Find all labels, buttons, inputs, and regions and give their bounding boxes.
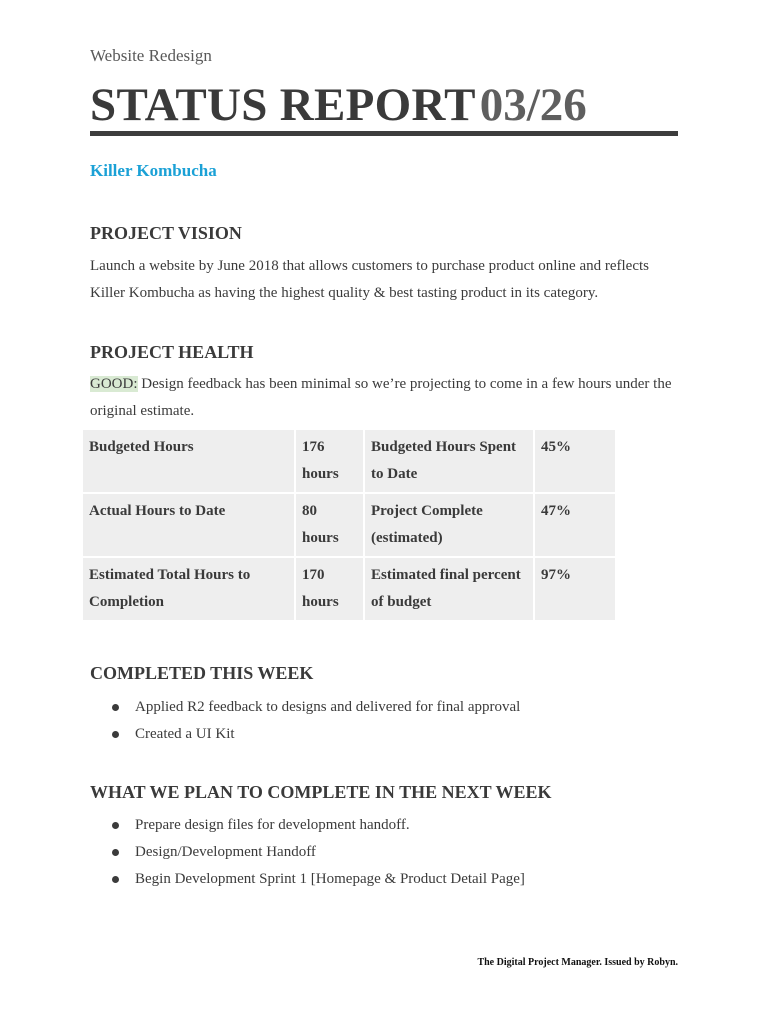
table-row [83,494,617,558]
table-cell-value: 176 hours [296,430,365,494]
table-cell-label: Actual Hours to Date [83,494,296,558]
project-health-table [83,430,617,622]
bullet-icon [112,731,119,738]
next-week-list [90,812,525,893]
bullet-icon [112,822,119,829]
bullet-icon [112,849,119,856]
table-cell-label: Budgeted Hours [83,430,296,494]
footer-issued-by: The Digital Project Manager. Issued by Robyn. [477,957,678,968]
list-item: Prepare design files for development handoff. [90,812,525,839]
table-row [83,430,617,494]
list-item: Begin Development Sprint 1 [Homepage & Product Detail Page] [90,866,525,893]
completed-heading: COMPLETED THIS WEEK [90,663,314,683]
project-health-heading: PROJECT HEALTH [90,342,254,362]
list-item: Applied R2 feedback to designs and delivered for final approval [90,694,520,721]
table-cell-label: Estimated final percent of budget [365,558,535,622]
table-cell-value: 47% [535,494,617,558]
report-title-text: STATUS REPORT [90,79,476,131]
project-kicker: Website Redesign [90,46,212,65]
table-cell-value: 97% [535,558,617,622]
health-status-badge: GOOD: [90,376,138,392]
report-date: 03/26 [479,79,587,131]
table-cell-label: Budgeted Hours Spent to Date [365,430,535,494]
table-cell-value: 45% [535,430,617,494]
table-cell-label: Project Complete (estimated) [365,494,535,558]
health-status-text: Design feedback has been minimal so we’re projecting to come in a few hours under the original estimate. [90,376,672,419]
bullet-icon [112,876,119,883]
project-vision-heading: PROJECT VISION [90,223,242,243]
list-item: Design/Development Handoff [90,839,525,866]
table-cell-value: 80 hours [296,494,365,558]
table-row [83,558,617,622]
next-week-heading: WHAT WE PLAN TO COMPLETE IN THE NEXT WEEK [90,782,552,802]
project-vision-text: Launch a website by June 2018 that allows customers to purchase product online and reflects Killer Kombucha as having the highest quality & best tasting product in its category. [90,258,650,301]
table-cell-value: 170 hours [296,558,365,622]
client-name: Killer Kombucha [90,161,217,180]
completed-list [90,694,520,748]
list-item: Created a UI Kit [90,721,520,748]
report-title [90,76,678,136]
project-health-summary [90,371,680,425]
table-cell-label: Estimated Total Hours to Completion [83,558,296,622]
bullet-icon [112,704,119,711]
